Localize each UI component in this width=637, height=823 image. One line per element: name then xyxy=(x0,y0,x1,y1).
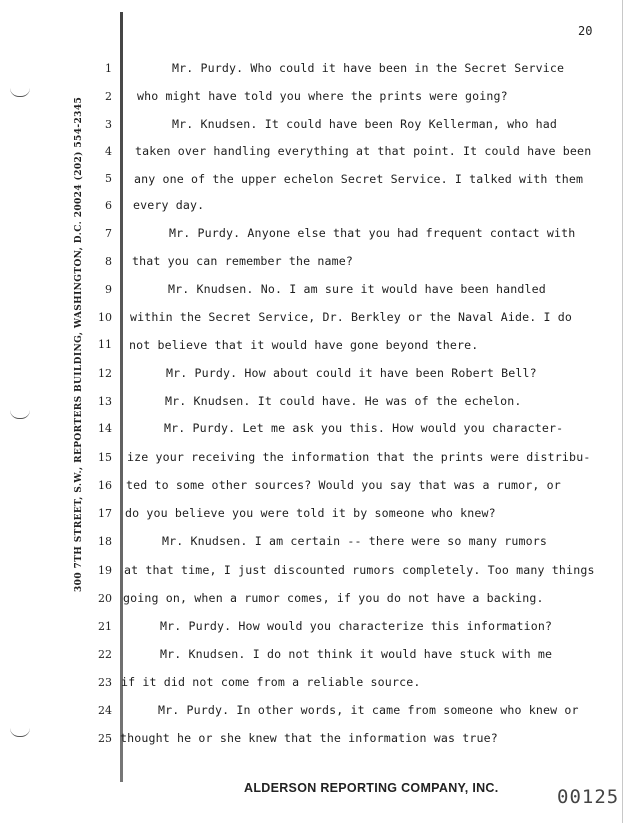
transcript-line: if it did not come from a reliable source. xyxy=(121,675,421,689)
left-margin-rule xyxy=(120,12,123,782)
line-number: 21 xyxy=(98,620,112,633)
binder-hole-mark xyxy=(10,410,30,419)
line-number: 19 xyxy=(98,564,112,577)
transcript-line: going on, when a rumor comes, if you do not have a backing. xyxy=(123,591,544,605)
line-number: 6 xyxy=(105,199,112,212)
transcript-line: Mr. Purdy. How about could it have been Robert Bell? xyxy=(166,366,537,380)
line-number: 20 xyxy=(98,592,112,605)
line-number: 12 xyxy=(98,367,112,380)
transcript-line: Mr. Purdy. Let me ask you this. How would you character- xyxy=(164,421,564,435)
reporter-address-vertical: 300 7TH STREET, S.W., REPORTERS BUILDING, WASHINGTON, D.C. 20024 (202) 554-2345 xyxy=(74,96,84,592)
line-number: 22 xyxy=(98,648,112,661)
transcript-line: Mr. Knudsen. No. I am sure it would have been handled xyxy=(168,282,546,296)
line-number: 13 xyxy=(98,395,112,408)
transcript-line: Mr. Knudsen. It could have. He was of the echelon. xyxy=(165,394,522,408)
transcript-line: taken over handling everything at that point. It could have been xyxy=(135,144,592,158)
line-number: 9 xyxy=(105,283,112,296)
document-id-stamp: 00125 xyxy=(557,786,620,808)
line-number: 24 xyxy=(98,704,112,717)
line-number: 23 xyxy=(98,676,112,689)
transcript-line: Mr. Knudsen. I am certain -- there were so many rumors xyxy=(162,534,548,548)
transcript-line: who might have told you where the prints were going? xyxy=(137,89,508,103)
transcript-line: every day. xyxy=(133,198,205,212)
line-number: 15 xyxy=(98,451,112,464)
transcript-line: that you can remember the name? xyxy=(132,254,354,268)
line-number: 2 xyxy=(105,90,112,103)
transcript-line: Mr. Purdy. Who could it have been in the Secret Service xyxy=(172,61,565,75)
binder-hole-mark xyxy=(10,88,30,97)
line-number: 25 xyxy=(98,732,112,745)
line-number: 16 xyxy=(98,479,112,492)
transcript-line: Mr. Knudsen. I do not think it would have stuck with me xyxy=(160,647,553,661)
transcript-line: do you believe you were told it by someone who knew? xyxy=(125,506,496,520)
line-number: 17 xyxy=(98,507,112,520)
line-number: 3 xyxy=(105,118,112,131)
transcript-line: at that time, I just discounted rumors completely. Too many things xyxy=(124,563,595,577)
line-number: 10 xyxy=(98,311,112,324)
transcript-line: Mr. Purdy. In other words, it came from someone who knew or xyxy=(158,703,579,717)
transcript-line: thought he or she knew that the information was true? xyxy=(120,731,498,745)
right-edge-rule xyxy=(622,0,623,823)
line-number: 1 xyxy=(105,62,112,75)
transcript-line: Mr. Knudsen. It could have been Roy Kellerman, who had xyxy=(172,117,558,131)
transcript-line: ize your receiving the information that the prints were distribu- xyxy=(127,450,591,464)
transcript-line: Mr. Purdy. Anyone else that you had frequent contact with xyxy=(169,226,576,240)
binder-hole-mark xyxy=(10,728,30,737)
line-number: 8 xyxy=(105,255,112,268)
line-number: 7 xyxy=(105,227,112,240)
reporting-company-footer: ALDERSON REPORTING COMPANY, INC. xyxy=(244,781,499,795)
transcript-line: any one of the upper echelon Secret Service. I talked with them xyxy=(134,172,584,186)
transcript-line: within the Secret Service, Dr. Berkley or the Naval Aide. I do xyxy=(130,310,573,324)
page-number: 20 xyxy=(578,24,593,38)
line-number: 4 xyxy=(105,145,112,158)
line-number: 14 xyxy=(98,422,112,435)
transcript-line: ted to some other sources? Would you say that was a rumor, or xyxy=(126,478,561,492)
transcript-line: Mr. Purdy. How would you characterize this information? xyxy=(160,619,553,633)
line-number: 18 xyxy=(98,535,112,548)
line-number: 5 xyxy=(105,172,112,185)
transcript-line: not believe that it would have gone beyond there. xyxy=(129,338,479,352)
line-number: 11 xyxy=(98,338,112,351)
